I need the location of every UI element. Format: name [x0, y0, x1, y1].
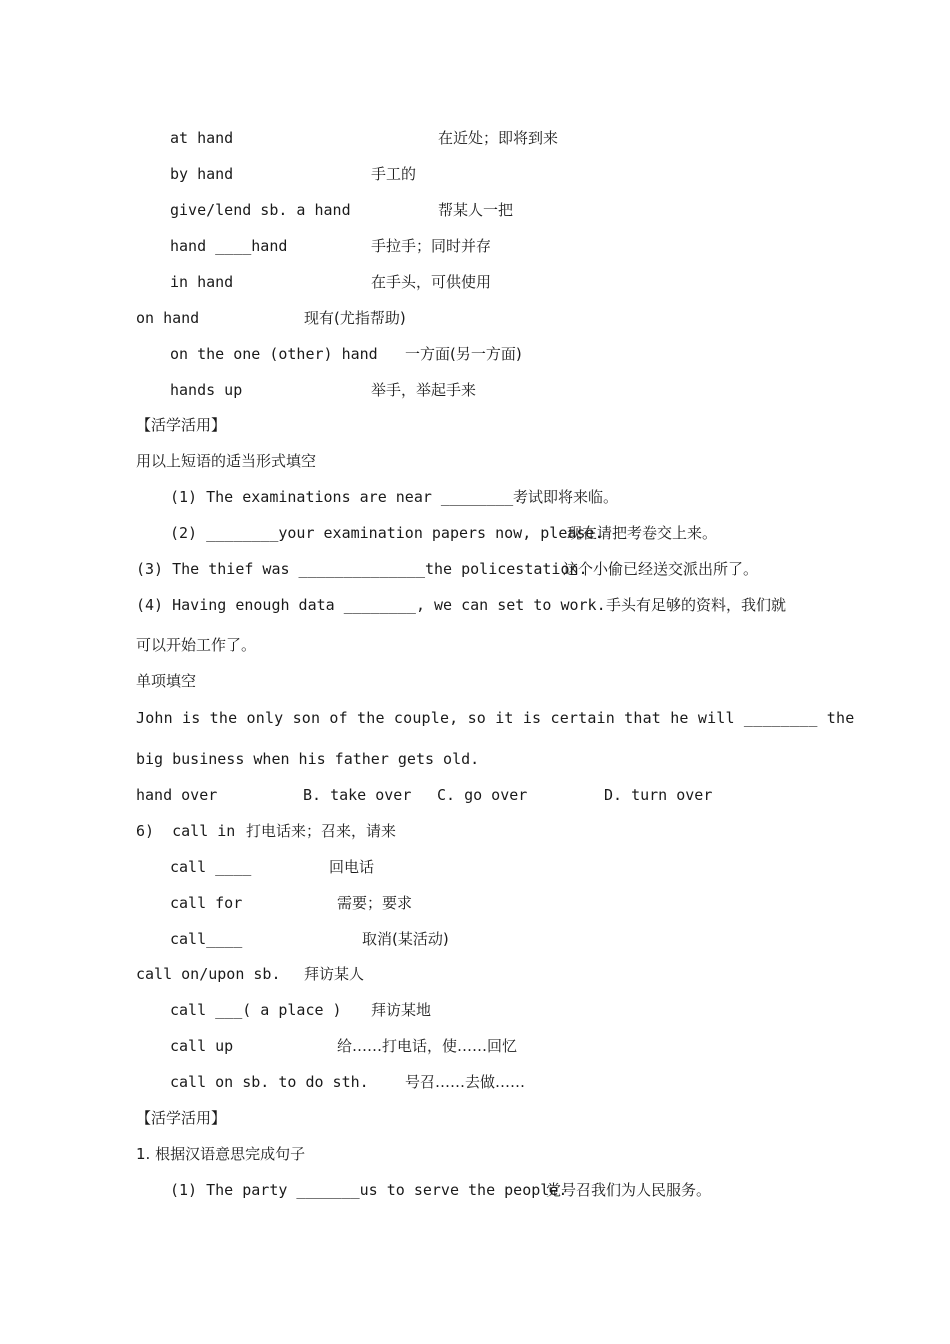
- phrase-en: call ___( a place ): [170, 1001, 342, 1019]
- phrase-zh: 手工的: [371, 165, 417, 183]
- question-text: big business when his father gets old.: [136, 750, 480, 768]
- phrase-zh: 举手，举起手来: [371, 381, 477, 399]
- phrase-en: call ____: [170, 858, 252, 876]
- exercise-zh: 考试即将来临。: [513, 488, 619, 506]
- question-text: John is the only son of the couple, so it is certain that he will ________ the: [136, 709, 855, 727]
- phrase-en: on hand: [136, 309, 200, 327]
- exercise-zh: 手头有足够的资料，我们就: [606, 596, 787, 614]
- phrase-zh: 回电话: [329, 858, 375, 876]
- phrase-en: give/lend sb. a hand: [170, 201, 351, 219]
- phrase-zh: 拜访某人: [304, 965, 365, 983]
- exercise-en: (4) Having enough data ________, we can set to work.: [136, 596, 606, 614]
- exercise-zh: 现在请把考卷交上来。: [567, 524, 718, 542]
- section-instruction: 1. 根据汉语意思完成句子: [136, 1145, 306, 1163]
- exercise-en: (1) The examinations are near ________.: [170, 488, 523, 506]
- phrase-zh: 给……打电话，使……回忆: [337, 1037, 518, 1055]
- phrase-zh: 一方面(另一方面): [405, 345, 522, 363]
- phrase-en: hand ____hand: [170, 237, 288, 255]
- exercise-zh-continued: 可以开始工作了。: [136, 636, 257, 654]
- section-heading: 【活学活用】: [136, 1109, 227, 1127]
- phrase-zh: 手拉手；同时并存: [371, 237, 492, 255]
- phrase-zh: 拜访某地: [371, 1001, 432, 1019]
- phrase-zh: 现有(尤指帮助): [304, 309, 406, 327]
- phrase-en: call____: [170, 930, 243, 948]
- phrase-en: on the one (other) hand: [170, 345, 378, 363]
- option-c: C. go over: [437, 786, 528, 804]
- phrase-en: by hand: [170, 165, 234, 183]
- single-choice-heading: 单项填空: [136, 672, 197, 690]
- exercise-zh: 党号召我们为人民服务。: [546, 1181, 712, 1199]
- phrase-zh: 取消(某活动): [362, 930, 449, 948]
- exercise-en: (1) The party _______us to serve the people.: [170, 1181, 568, 1199]
- phrase-en: in hand: [170, 273, 234, 291]
- phrase-zh: 帮某人一把: [438, 201, 514, 219]
- phrase-en: call up: [170, 1037, 234, 1055]
- phrase-en: call on/upon sb.: [136, 965, 281, 983]
- phrase-zh: 需要；要求: [337, 894, 413, 912]
- phrase-en: call on sb. to do sth.: [170, 1073, 369, 1091]
- exercise-en: (2) ________your examination papers now, please.: [170, 524, 604, 542]
- option-d: D. turn over: [604, 786, 713, 804]
- phrase-zh: 在手头，可供使用: [371, 273, 492, 291]
- section-instruction: 用以上短语的适当形式填空: [136, 452, 317, 470]
- phrase-zh: 号召……去做……: [405, 1073, 526, 1091]
- option-b: B. take over: [303, 786, 412, 804]
- phrase-en: call for: [170, 894, 243, 912]
- phrase-en: at hand: [170, 129, 234, 147]
- exercise-en: (3) The thief was ______________the policestation.: [136, 560, 588, 578]
- exercise-zh: 这个小偷已经送交派出所了。: [563, 560, 759, 578]
- section-heading: 【活学活用】: [136, 416, 227, 434]
- phrase-en: hands up: [170, 381, 243, 399]
- option-a: hand over: [136, 786, 218, 804]
- phrase-zh: 在近处；即将到来: [438, 129, 559, 147]
- phrase-zh: 打电话来；召来，请来: [246, 822, 397, 840]
- phrase-en: 6) call in: [136, 822, 236, 840]
